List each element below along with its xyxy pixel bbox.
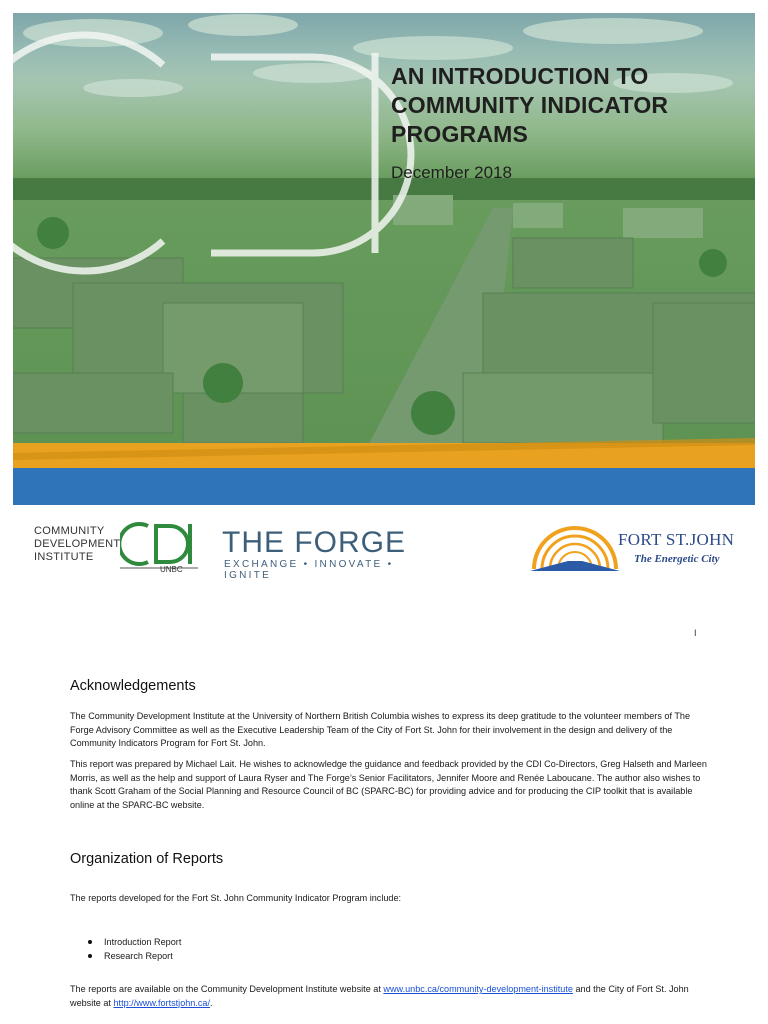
title-line-2: COMMUNITY INDICATOR <box>391 92 669 118</box>
closing-text-3: . <box>210 997 213 1008</box>
acknowledgements-paragraph-2: This report was prepared by Michael Lait. He wishes to acknowledge the guidance and feedback provided by the CDI Co-Directors, Greg Halseth and Marleen Morris, as well as the help and support of Laura Ryser and The Forge’s Senior Facilitators, Jennifer Moore and Renée Laboucane. The author also wishes to thank Scott Graham of the Social Planning and Resource Council of BC (SPARC-BC) for providing advice and for producing the CIP toolkit that is available online at the SPARC-BC website. <box>70 759 707 810</box>
title-line-1: AN INTRODUCTION TO <box>391 63 649 89</box>
cdi-line-1: COMMUNITY <box>34 525 105 537</box>
list-item: Introduction Report <box>88 935 181 949</box>
organization-heading: Organization of Reports <box>70 851 224 867</box>
cdi-line-2: DEVELOPMENT <box>34 538 121 550</box>
forge-name: THE FORGE <box>222 526 407 559</box>
cdi-line-3: INSTITUTE <box>34 551 94 563</box>
fort-st-john-name: FORT ST.JOHN <box>618 530 735 549</box>
fort-st-john-logo <box>530 525 740 575</box>
the-forge-logo <box>222 526 437 581</box>
cdi-logo <box>34 518 194 578</box>
closing-text-1: The reports are available on the Community Development Institute website at <box>70 984 384 994</box>
sunrise-icon <box>530 525 620 573</box>
cdi-mark-icon <box>120 520 200 570</box>
cdi-unbc-label: UNBC <box>160 565 183 574</box>
acknowledgements-heading: Acknowledgements <box>70 678 196 694</box>
organization-closing <box>70 983 710 1010</box>
page-mark: I <box>694 628 697 638</box>
report-title <box>391 62 731 149</box>
report-date: December 2018 <box>391 163 512 182</box>
acknowledgements-paragraph-1: The Community Development Institute at the University of Northern British Columbia wishes to express its deep gratitude to the volunteer members of The Forge Advisory Committee as well as the Executive Leadership Team of the City of Fort St. John for their involvement in the design and delivery of the Community Indicators Program for Fort St. John. <box>70 711 691 749</box>
fort-st-john-tagline: The Energetic City <box>634 553 720 565</box>
closing-text-2: and the City of Fort St. John website at <box>70 984 689 1008</box>
cdi-wordmark <box>34 525 120 564</box>
fort-st-john-website-link[interactable]: http://www.fortstjohn.ca/ <box>113 997 211 1008</box>
cdi-website-link[interactable]: www.unbc.ca/community-development-institute <box>383 984 573 994</box>
report-list <box>88 935 181 963</box>
list-item: Research Report <box>88 949 181 963</box>
forge-tagline: EXCHANGE • INNOVATE • IGNITE <box>224 559 394 581</box>
organization-intro: The reports developed for the Fort St. John Community Indicator Program include: <box>70 893 402 903</box>
title-line-3: PROGRAMS <box>391 121 529 147</box>
